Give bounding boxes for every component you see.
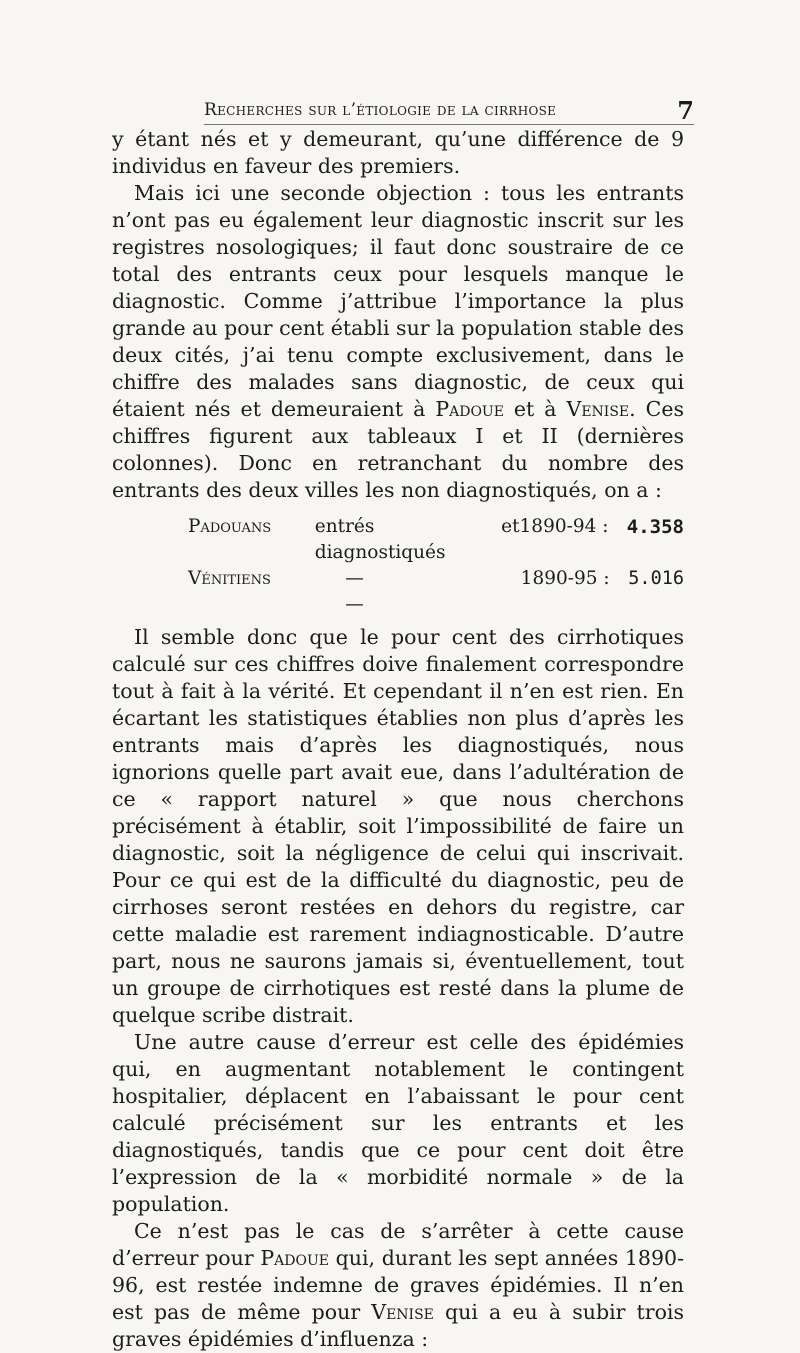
header-rule [204,124,694,125]
paragraph: Ce n’est pas le cas de s’arrêter à cette cause d’erreur pour Padoue qui, durant les sept années 1890-96, est restée indemne de graves épidémies. Il n’en est pas de même pour Venise qui a eu à subir trois graves épidémies d’influenza : [112,1219,685,1351]
ditto-mark: — [345,568,364,589]
row-name: Vénitiens [188,568,271,589]
row-label: entrés et diagnostiqués [314,516,520,563]
row-name: Padouans [188,516,272,537]
paragraph: Mais ici une seconde objection : tous les entrants n’ont pas eu également leur diagnostic inscrit sur les registres nosologiques; il faut donc soustraire de ce total des entrants ceux pour lesquels manque le diagnostic. Comme j’attribue l’importance la plus grande au pour cent établi sur la population stable des deux cités, j’ai tenu compte exclusivement, dans le chiffre des malades sans diagnostic, de ceux qui étaient nés et demeuraient à Padoue et à Venise. Ces chiffres figurent aux tableaux I et II (dernières colonnes). Donc en retranchant du nombre des entrants des deux villes les non diagnostiqués, on a : [112,181,684,502]
row-value: 4.358 [626,516,684,538]
row-value: 5.016 [628,568,684,589]
page-header [108,96,694,126]
paragraph: y étant nés et y demeurant, qu’une différence de 9 individus en faveur des premiers. [112,127,684,178]
city-padoue: Padoue [260,1246,329,1270]
paragraph: Il semble donc que le pour cent des cirrhotiques calculé sur ces chiffres doive finalement correspondre tout à fait à la vérité. Et cependant il n’en est rien. En écartant les statistiques établies non plus d’après les entrants mais d’après les diagnostiqués, nous ignorions quelle part avait eue, dans l’adultération de ce « rapport naturel » que nous cherchons précisément à établir, soit l’impossibilité de faire un diagnostic, soit la négligence de celui qui inscrivait. Pour ce qui est de la difficulté du diagnostic, peu de cirrhoses seront restées en dehors du registre, car cette maladie est rarement indiagnosticable. D’autre part, nous ne saurons jamais si, éventuellement, tout un groupe de cirrhotiques est resté dans la plume de quelque scribe distrait. [112,625,684,1027]
running-title: Recherches sur l’étiologie de la cirrhose [204,100,557,120]
city-padoue: Padoue [435,397,504,421]
body-text [112,126,684,1353]
table-row [188,566,684,618]
paragraph: Une autre cause d’erreur est celle des épidémies qui, en augmentant notablement le contingent hospitalier, déplacent en l’abaissant le pour cent calculé précisément sur les entrants et les diagnostiqués, tandis que ce pour cent doit être l’expression de la « morbidité normale » de la population. [112,1030,684,1216]
ditto-mark: — [345,594,364,615]
row-years: 1890-95 : [520,568,610,589]
city-venise: Venise [566,397,630,421]
figures-table [188,514,684,618]
city-venise: Venise [371,1300,434,1324]
table-row [188,514,684,566]
row-years: 1890-94 : [519,516,609,537]
page-number: 7 [677,96,694,125]
